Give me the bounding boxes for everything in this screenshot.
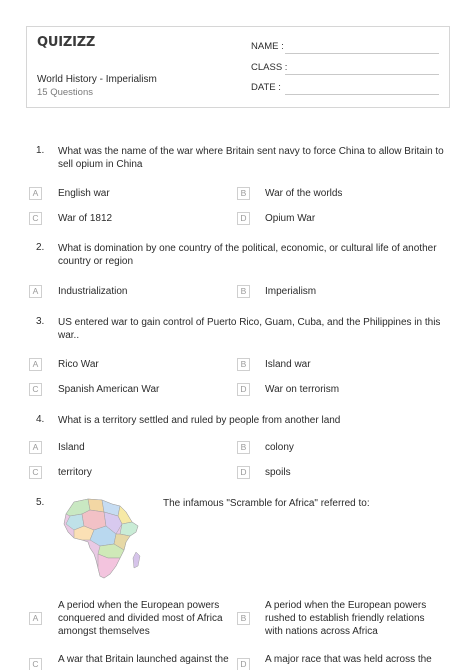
option-text[interactable]: Imperialism [265, 286, 317, 297]
option-letter-box[interactable]: B [237, 285, 250, 298]
option-text[interactable]: War on terrorism [265, 384, 340, 395]
option-text[interactable] [265, 599, 445, 638]
option-text-line: A major race that was held across the [265, 654, 432, 665]
option-text[interactable]: spoils [265, 467, 291, 478]
africa-map-image [60, 496, 144, 582]
quizizz-logo: QUIZIZZ [37, 35, 96, 50]
question-text [58, 316, 450, 342]
option-text-line: A period when the European powers [265, 600, 427, 611]
question-text: The infamous "Scramble for Africa" referred to: [163, 498, 370, 509]
question-text-line: What is a territory settled and ruled by people from another land [58, 415, 341, 426]
question-text [58, 242, 450, 268]
madagascar-region [133, 552, 140, 568]
option-letter-box[interactable]: B [237, 612, 250, 625]
option-text-line: with nations across Africa [265, 626, 378, 637]
worksheet-header [26, 26, 450, 108]
question-text-line: US entered war to gain control of Puerto Rico, Guam, Cuba, and the Philippines in this [58, 317, 441, 328]
class-label: CLASS : [251, 62, 288, 73]
date-line[interactable] [285, 94, 439, 95]
option-text-line: amongst themselves [58, 626, 150, 637]
option-text[interactable] [58, 599, 228, 638]
question-number: 5. [36, 497, 45, 508]
option-letter-box[interactable]: A [29, 285, 42, 298]
option-letter-box[interactable]: A [29, 441, 42, 454]
option-text[interactable]: Island war [265, 359, 311, 370]
option-text[interactable]: Spanish American War [58, 384, 160, 395]
question-text-line: sell opium in China [58, 159, 143, 170]
option-text[interactable] [265, 653, 445, 666]
option-text-line: rushed to establish friendly relations [265, 613, 425, 624]
option-letter-box[interactable]: C [29, 212, 42, 225]
question-count: 15 Questions [37, 87, 93, 98]
name-line[interactable] [285, 53, 439, 54]
option-letter-box[interactable]: B [237, 187, 250, 200]
africa-map-svg [60, 496, 144, 582]
option-letter-box[interactable]: D [237, 212, 250, 225]
option-letter-box[interactable]: B [237, 358, 250, 371]
option-text[interactable]: War of 1812 [58, 213, 113, 224]
option-text[interactable]: Industrialization [58, 286, 128, 297]
option-text[interactable] [58, 653, 233, 666]
question-text-line: What is domination by one country of the political, economic, or cultural life of another [58, 243, 437, 254]
option-text[interactable]: English war [58, 188, 110, 199]
option-text[interactable]: War of the worlds [265, 188, 343, 199]
question-text-line: war.. [58, 330, 80, 341]
option-letter-box[interactable]: B [237, 441, 250, 454]
question-number: 1. [36, 145, 45, 156]
option-text[interactable]: territory [58, 467, 92, 478]
question-number: 3. [36, 316, 45, 327]
option-letter-box[interactable]: C [29, 658, 42, 670]
option-text[interactable]: Opium War [265, 213, 316, 224]
option-text[interactable]: Rico War [58, 359, 99, 370]
class-line[interactable] [285, 74, 439, 75]
question-text-line: What was the name of the war where Britain sent navy to force China to allow Britain to [58, 146, 444, 157]
question-number: 2. [36, 242, 45, 253]
map-region [120, 522, 138, 536]
name-label: NAME : [251, 41, 284, 52]
option-letter-box[interactable]: A [29, 358, 42, 371]
option-letter-box[interactable]: D [237, 658, 250, 670]
option-text[interactable]: colony [265, 442, 294, 453]
question-number: 4. [36, 414, 45, 425]
worksheet-title: World History - Imperialism [37, 74, 157, 85]
question-text [58, 414, 450, 427]
question-text [58, 145, 450, 171]
option-text-line: A period when the European powers [58, 600, 220, 611]
option-letter-box[interactable]: A [29, 187, 42, 200]
option-text[interactable]: Island [58, 442, 85, 453]
option-letter-box[interactable]: C [29, 383, 42, 396]
date-label: DATE : [251, 82, 281, 93]
question-text-line: country or region [58, 256, 134, 267]
option-text-line: A war that Britain launched against the [58, 654, 229, 665]
option-letter-box[interactable]: C [29, 466, 42, 479]
option-letter-box[interactable]: D [237, 383, 250, 396]
option-letter-box[interactable]: A [29, 612, 42, 625]
option-text-line: conquered and divided most of Africa [58, 613, 223, 624]
option-letter-box[interactable]: D [237, 466, 250, 479]
